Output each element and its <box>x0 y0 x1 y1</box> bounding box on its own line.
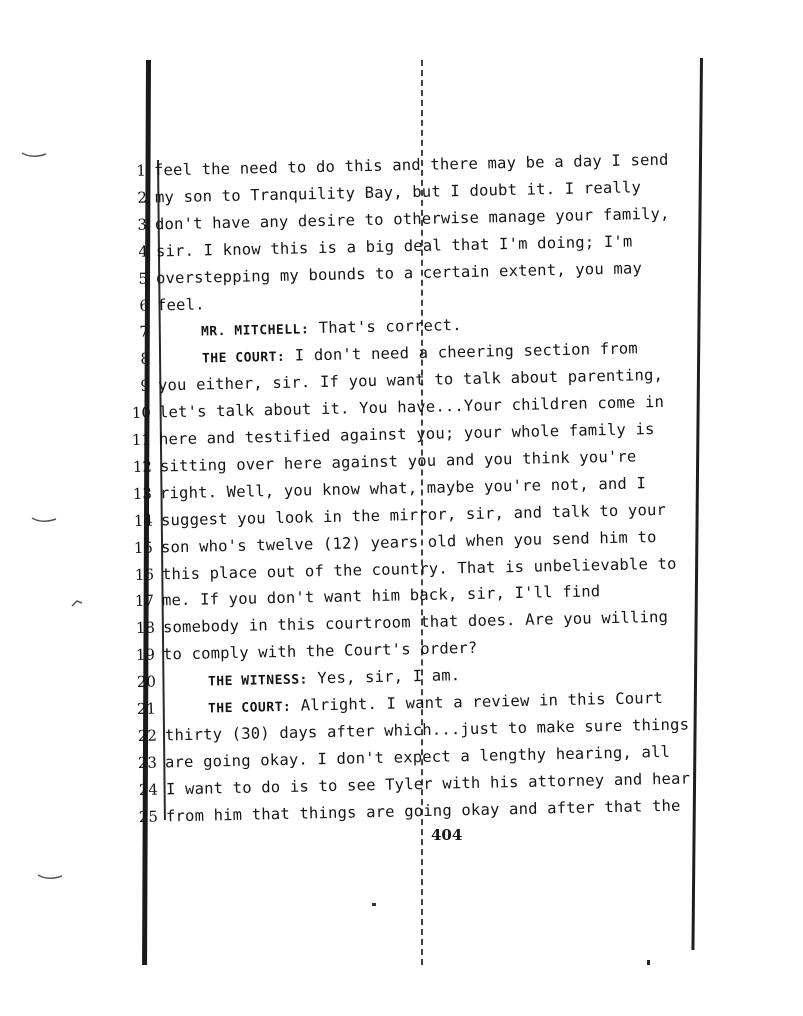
speech-text: That's correct. <box>309 316 462 338</box>
line-number: 24 <box>138 780 159 799</box>
line-number: 8 <box>140 349 151 369</box>
line-number: 22 <box>137 726 158 745</box>
line-number: 2 <box>137 188 148 207</box>
line-number: 21 <box>136 699 157 718</box>
speech-text: I want to do is to see Tyler with his attorney and hear <box>165 769 691 799</box>
line-number: 19 <box>135 645 156 665</box>
line-number: 5 <box>138 269 149 288</box>
speech-text: son who's twelve (12) years old when you send him to <box>160 527 657 557</box>
line-number: 14 <box>133 511 154 530</box>
speaker-label: THE WITNESS: <box>207 672 309 690</box>
line-number: 10 <box>131 403 152 423</box>
speech-text: don't have any desire to otherwise manage your family, <box>154 204 670 234</box>
speech-text: thirty (30) days after which...just to make sure things <box>164 715 690 745</box>
speaker-label: THE COURT: <box>201 350 286 367</box>
speech-text: my son to Tranquility Bay, but I doubt it. I really <box>154 178 642 207</box>
speech-text: me. If you don't want him back, sir, I'll find <box>161 582 601 610</box>
speech-text: sir. I know this is a big deal that I'm doing; I'm <box>155 232 633 261</box>
speech-text: I don't need a cheering section from <box>285 339 639 366</box>
line-number: 4 <box>138 242 149 261</box>
speech-text: you either, sir. If you want to talk about parenting, <box>157 366 664 395</box>
speech-text: feel the need to do this and there may be a day I send <box>153 150 669 180</box>
speech-text: feel. <box>156 294 205 314</box>
speaker-label: MR. MITCHELL: <box>200 322 310 340</box>
speech-text: to comply with the Court's order? <box>162 639 478 664</box>
line-number: 25 <box>138 807 159 826</box>
line-number: 20 <box>136 672 157 692</box>
line-number: 6 <box>139 296 150 315</box>
speech-text: suggest you look in the mirror, sir, and talk to your <box>160 500 667 530</box>
smudge-mark <box>70 597 86 609</box>
page-number: 404 <box>431 826 463 844</box>
line-number: 7 <box>139 322 150 342</box>
line-number: 18 <box>135 618 156 638</box>
speech-text: this place out of the country. That is unbelievable to <box>161 554 677 583</box>
speaker-label: THE COURT: <box>207 699 292 717</box>
punch-hole-mark <box>30 515 60 525</box>
line-number: 3 <box>137 215 148 234</box>
line-number: 12 <box>132 457 153 476</box>
speech-text: let's talk about it. You have...Your children come in <box>158 392 665 422</box>
speech-text: from him that things are going okay and after that the <box>165 796 681 826</box>
punch-hole-mark <box>20 150 50 160</box>
speck-mark <box>647 960 653 966</box>
speech-text: right. Well, you know what, maybe you're not, and I <box>159 474 647 503</box>
speech-text: sitting over here against you and you think you're <box>159 447 637 476</box>
line-text <box>157 290 205 319</box>
line-number: 11 <box>131 430 152 449</box>
line-number: 16 <box>134 565 155 584</box>
speech-text: somebody in this courtroom that does. Are you willing <box>162 608 669 637</box>
speck-mark <box>372 903 378 907</box>
line-number: 15 <box>133 538 154 557</box>
speech-text: Alright. I want a review in this Court <box>291 688 664 715</box>
punch-hole-mark <box>36 872 66 882</box>
line-number: 9 <box>140 376 151 395</box>
speech-text: overstepping my bounds to a certain extent, you may <box>155 258 643 288</box>
speech-text: are going okay. I don't expect a lengthy hearing, all <box>164 742 671 772</box>
line-number: 17 <box>134 591 155 611</box>
line-number: 13 <box>132 484 153 503</box>
speech-text: Yes, sir, I am. <box>307 666 461 688</box>
line-number: 1 <box>136 161 147 180</box>
line-number: 23 <box>137 753 158 772</box>
speech-text: here and testified against you; your whole family is <box>158 420 655 449</box>
